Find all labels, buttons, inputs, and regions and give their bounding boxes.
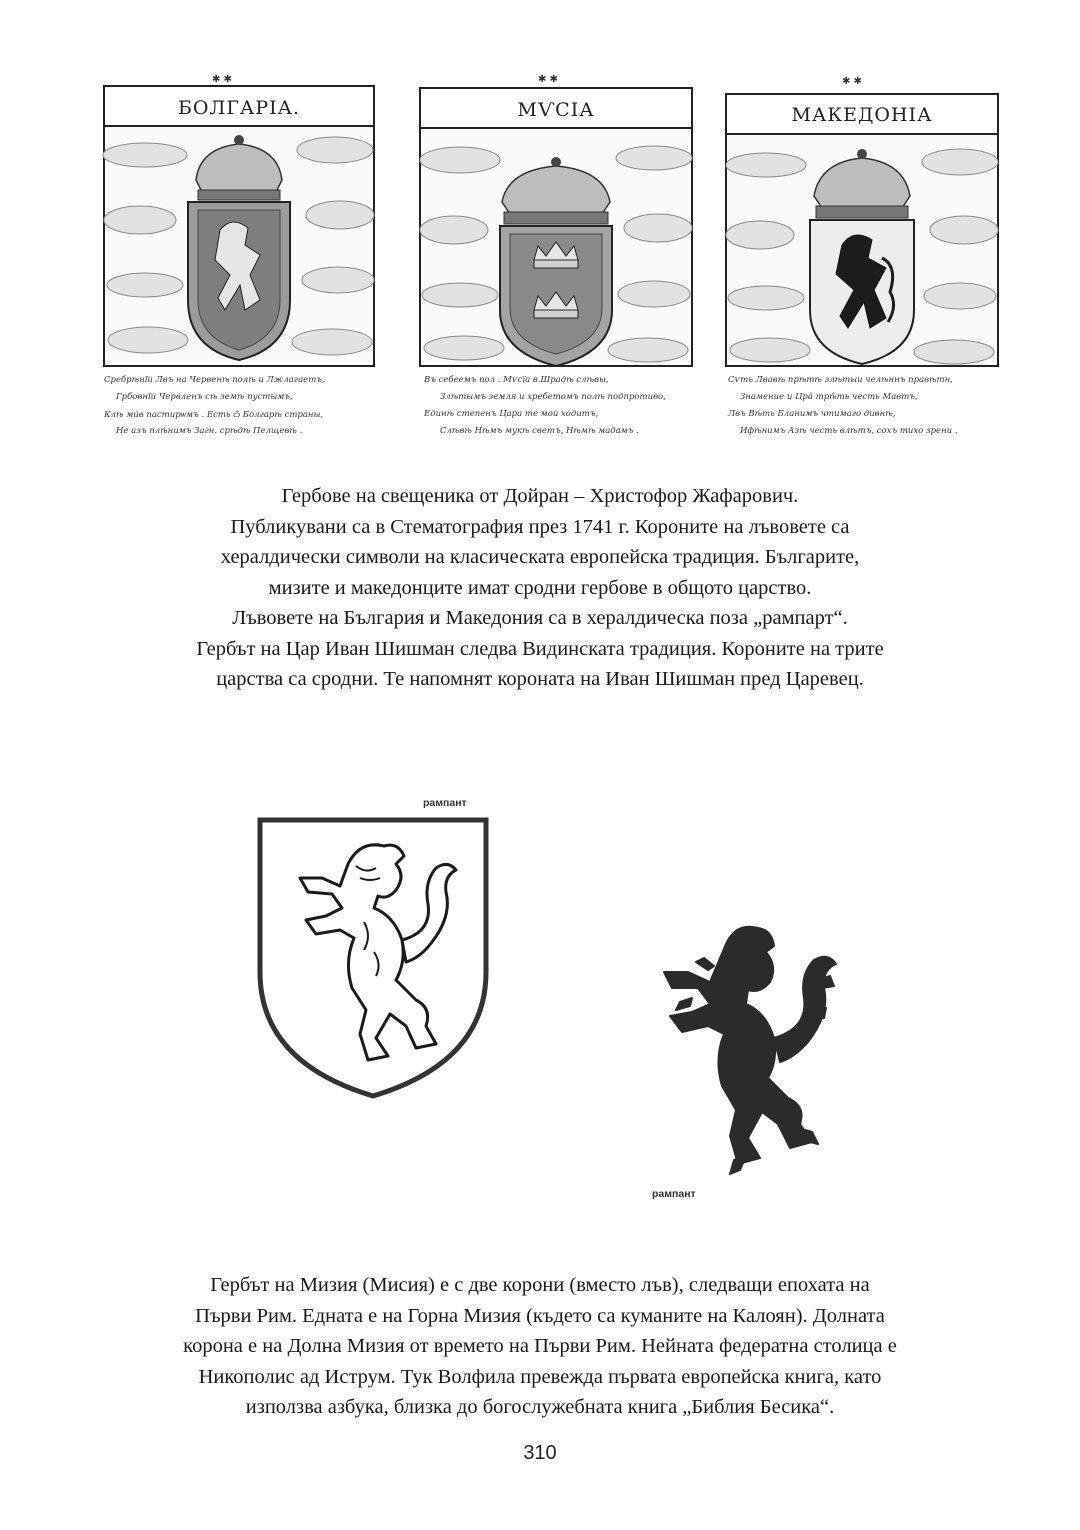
plate-moesia-verse-2: Злѣтымъ земля и хребетомъ полѣ подпротиво,: [440, 392, 666, 402]
plate-moesia-title: МѴСІА: [517, 99, 595, 121]
plate-macedonia-title: МАКЕДОНІА: [791, 104, 933, 126]
plate-macedonia-verse-1: Сѵть Лвавѣ прѣтѣ злѣтыи челѣннъ правѣтн,: [728, 375, 953, 385]
plate-macedonia-verse-2: Знамение и Цра́ трѣ̂ть честь Мавтъ,: [740, 392, 918, 402]
caption-top-line-4: мизите и македонците имат сродни гербове в общото царство.: [268, 576, 812, 599]
caption-bottom-line-4: Никополис ад Иструм. Тук Волфила превежда първата европейска книга, като: [198, 1365, 882, 1388]
caption-bottom-line-2: Първи Рим. Едната е на Горна Мизия (където са куманите на Калоян). Долната: [195, 1304, 885, 1327]
caption-top: [100, 481, 980, 695]
svg-text:✱ ✱: ✱ ✱: [538, 74, 558, 85]
rampant-silhouette: [622, 918, 852, 1199]
plate-moesia-verse-3: Единѣ степенъ Цара те мой ходитъ,: [424, 409, 599, 419]
plate-bulgaria-verse-2: Грбовнїй Червленъ сѣ земѣ пустымъ,: [116, 392, 293, 402]
caption-bottom-line-1: Гербът на Мизия (Мисия) е с две корони (вместо лъв), следващи епохата на: [210, 1274, 870, 1296]
plate-bulgaria-verse-1: Сребрѣнїй Лвъ на Червенѣ полѣ и Лжлагаетъ,: [104, 375, 325, 385]
plate-bulgaria-verse-3: Клѣ ми́в пастирѡмъ . Есть ѽ Болгарѣ страны,: [104, 410, 324, 420]
caption-top-line-7: царства са сродни. Те напомнят короната на Иван Шишман пред Царевец.: [216, 668, 864, 690]
heraldic-plates: [100, 70, 1000, 450]
shield-rampant-label: рампант: [423, 797, 467, 809]
plate-bulgaria: [100, 70, 380, 450]
rampant-silhouette-image: [622, 918, 852, 1194]
caption-top-line-5: Лъвовете на България и Македония са в хералдическа поза „рампарт“.: [232, 607, 848, 629]
caption-top-line-3: хералдически символи на класическата европейска традиция. Българите,: [220, 546, 860, 568]
caption-top-line-2: Публикувани са в Стематография през 1741 г. Короните на лъвовете са: [230, 515, 850, 538]
plate-macedonia-verse-3: Лвъ Вѣ́ть Бланимъ чтимаго дивнѣ,: [728, 409, 896, 419]
plate-moesia-verse-1: Въ себеемъ пол . Мѵсїа в.Шрадѣ слѣвы,: [424, 375, 609, 385]
page-number: 310: [523, 1442, 557, 1464]
caption-top-line-6: Гербът на Цар Иван Шишман следва Видинската традиция. Короните на трите: [196, 637, 884, 660]
svg-text:✱ ✱: ✱ ✱: [842, 76, 862, 87]
plate-bulgaria-verse-4: Не азъ плѣнимъ Загн. срѣдѣ Пелщевѣ .: [116, 426, 303, 436]
rampant-shield-image: [256, 812, 492, 1102]
caption-top-line-1: Гербове на свещеника от Дойран – Христофор Жафарович.: [281, 485, 799, 507]
caption-bottom-line-5: използва азбука, близка до богослужебната книга „Библия Бесика“.: [245, 1396, 835, 1418]
plate-moesia-verse-4: Слѣвѣ Нѣмъ мукѣ светъ, Нѣмѣ мадамъ .: [440, 426, 639, 436]
plate-moesia: [416, 70, 696, 450]
plate-bulgaria-title: БОЛГАРІА.: [177, 97, 301, 119]
plate-macedonia: [722, 70, 1002, 450]
caption-bottom: [100, 1270, 980, 1423]
plate-macedonia-verse-4: Ифѣнимъ Азѣ честь влѣтъ, сохъ тихо зрени .: [740, 426, 958, 436]
rampant-shield: [256, 812, 492, 1107]
silhouette-rampant-label: рампант: [652, 1188, 696, 1200]
caption-bottom-line-3: корона е на Долна Мизия от времето на Първи Рим. Нейната федератна столица е: [183, 1335, 897, 1357]
svg-text:✱ ✱: ✱ ✱: [212, 74, 232, 85]
